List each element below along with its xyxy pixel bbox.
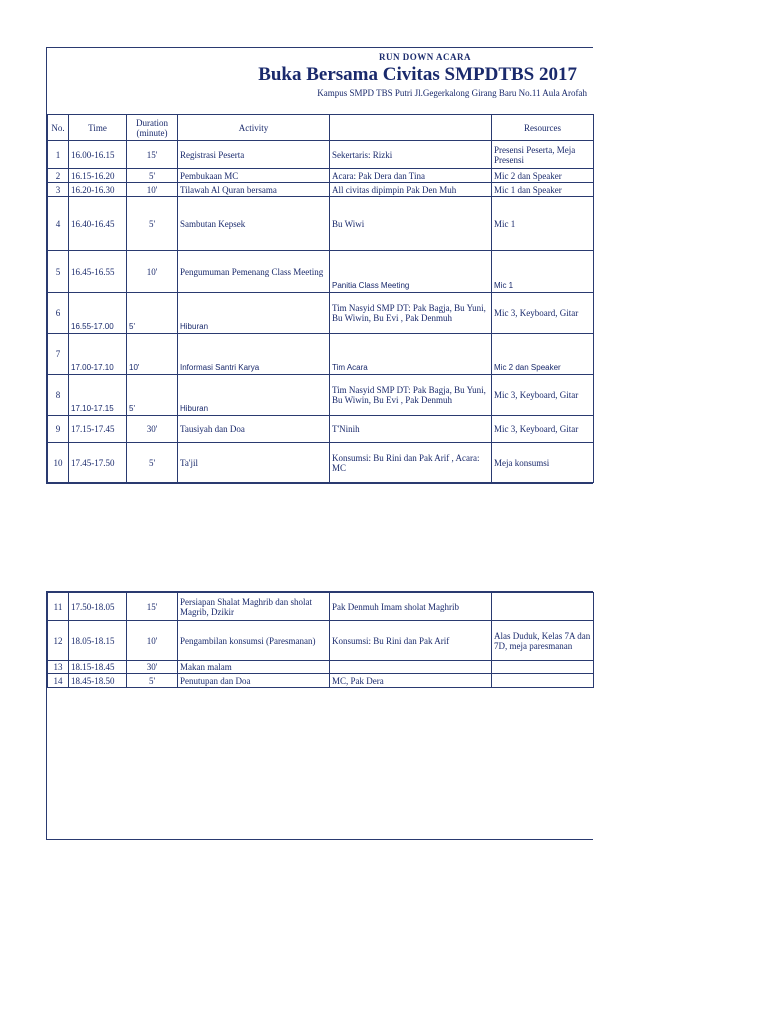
table-row: [48, 293, 594, 334]
cell-no: 1: [48, 141, 69, 169]
col-header-resources: Resources: [492, 115, 594, 141]
table-row: [48, 416, 594, 443]
cell-time: 18.45-18.50: [69, 674, 127, 688]
cell-resources: Mic 1: [492, 251, 594, 293]
cell-no: 14: [48, 674, 69, 688]
cell-resources: Meja konsumsi: [492, 443, 594, 483]
table-row: [48, 251, 594, 293]
table-row: [48, 674, 594, 688]
cell-time: 17.50-18.05: [69, 593, 127, 621]
table-row: [48, 443, 594, 483]
cell-no: 10: [48, 443, 69, 483]
cell-resources: [492, 593, 594, 621]
cell-resources: Mic 2 dan Speaker: [492, 169, 594, 183]
cell-no: 2: [48, 169, 69, 183]
cell-time: 16.40-16.45: [69, 197, 127, 251]
col-header-activity: Activity: [178, 115, 330, 141]
cell-resources: Mic 2 dan Speaker: [492, 334, 594, 375]
cell-pic: Tim Nasyid SMP DT: Pak Bagja, Bu Yuni, Bu Wiwin, Bu Evi , Pak Denmuh: [330, 375, 492, 416]
cell-no: 9: [48, 416, 69, 443]
cell-duration: 10': [127, 251, 178, 293]
col-header-pic: [330, 115, 492, 141]
cell-resources: Mic 3, Keyboard, Gitar: [492, 293, 594, 334]
rundown-table: [47, 114, 594, 483]
cell-activity: Hiburan: [178, 293, 330, 334]
cell-resources: Mic 3, Keyboard, Gitar: [492, 375, 594, 416]
rundown-sheet-page-1: [46, 47, 593, 484]
cell-activity: Tilawah Al Quran bersama: [178, 183, 330, 197]
cell-pic: All civitas dipimpin Pak Den Muh: [330, 183, 492, 197]
cell-time: 16.45-16.55: [69, 251, 127, 293]
cell-time: 17.15-17.45: [69, 416, 127, 443]
table-row: [48, 621, 594, 661]
document-location: Kampus SMPD TBS Putri Jl.Gegerkalong Girang Baru No.11 Aula Arofah: [317, 88, 587, 98]
cell-no: 8: [48, 375, 69, 416]
document-title: Buka Bersama Civitas SMPDTBS 2017: [258, 64, 577, 85]
cell-time: 16.55-17.00: [69, 293, 127, 334]
cell-time: 18.05-18.15: [69, 621, 127, 661]
cell-duration: 10': [127, 621, 178, 661]
table-header-row: [48, 115, 594, 141]
table-row: [48, 593, 594, 621]
cell-activity: Pengumuman Pemenang Class Meeting: [178, 251, 330, 293]
cell-activity: Sambutan Kepsek: [178, 197, 330, 251]
table-row: [48, 183, 594, 197]
cell-duration: 30': [127, 661, 178, 674]
cell-duration: 5': [127, 375, 178, 416]
cell-no: 5: [48, 251, 69, 293]
cell-pic: MC, Pak Dera: [330, 674, 492, 688]
table-row: [48, 661, 594, 674]
cell-pic: Pak Denmuh Imam sholat Maghrib: [330, 593, 492, 621]
cell-duration: 5': [127, 169, 178, 183]
cell-time: 17.45-17.50: [69, 443, 127, 483]
cell-duration: 30': [127, 416, 178, 443]
cell-time: 16.00-16.15: [69, 141, 127, 169]
cell-activity: Pengambilan konsumsi (Paresmanan): [178, 621, 330, 661]
rundown-table-continued: [47, 592, 594, 688]
cell-resources: Presensi Peserta, Meja Presensi: [492, 141, 594, 169]
cell-resources: Mic 1 dan Speaker: [492, 183, 594, 197]
cell-resources: [492, 661, 594, 674]
cell-no: 4: [48, 197, 69, 251]
cell-time: 17.00-17.10: [69, 334, 127, 375]
cell-duration: 5': [127, 197, 178, 251]
cell-duration: 15': [127, 141, 178, 169]
table-row: [48, 197, 594, 251]
cell-activity: Informasi Santri Karya: [178, 334, 330, 375]
cell-pic: [330, 661, 492, 674]
table-row: [48, 141, 594, 169]
cell-resources: [492, 674, 594, 688]
cell-pic: Sekertaris: Rizki: [330, 141, 492, 169]
cell-duration: 5': [127, 443, 178, 483]
cell-resources: Alas Duduk, Kelas 7A dan 7D, meja paresmanan: [492, 621, 594, 661]
cell-no: 7: [48, 334, 69, 375]
cell-activity: Pembukaan MC: [178, 169, 330, 183]
rundown-sheet-page-2: [46, 591, 593, 840]
cell-activity: Makan malam: [178, 661, 330, 674]
cell-no: 11: [48, 593, 69, 621]
cell-duration: 10': [127, 183, 178, 197]
table-row: [48, 169, 594, 183]
document-subtitle: RUN DOWN ACARA: [379, 52, 471, 62]
table-row: [48, 334, 594, 375]
cell-time: 18.15-18.45: [69, 661, 127, 674]
col-header-time: Time: [69, 115, 127, 141]
cell-duration: 5': [127, 293, 178, 334]
cell-activity: Ta'jil: [178, 443, 330, 483]
cell-resources: Mic 1: [492, 197, 594, 251]
cell-activity: Penutupan dan Doa: [178, 674, 330, 688]
cell-pic: T'Ninih: [330, 416, 492, 443]
col-header-duration: Duration (minute): [127, 115, 178, 141]
cell-pic: Konsumsi: Bu Rini dan Pak Arif: [330, 621, 492, 661]
cell-activity: Persiapan Shalat Maghrib dan sholat Magrib, Dzikir: [178, 593, 330, 621]
cell-duration: 10': [127, 334, 178, 375]
cell-pic: Panitia Class Meeting: [330, 251, 492, 293]
cell-activity: Registrasi Peserta: [178, 141, 330, 169]
cell-no: 12: [48, 621, 69, 661]
table-row: [48, 375, 594, 416]
cell-pic: Bu Wiwi: [330, 197, 492, 251]
cell-time: 17.10-17.15: [69, 375, 127, 416]
cell-duration: 15': [127, 593, 178, 621]
document-header: [47, 48, 593, 114]
cell-no: 13: [48, 661, 69, 674]
cell-resources: Mic 3, Keyboard, Gitar: [492, 416, 594, 443]
cell-time: 16.15-16.20: [69, 169, 127, 183]
cell-pic: Tim Nasyid SMP DT: Pak Bagja, Bu Yuni, Bu Wiwin, Bu Evi , Pak Denmuh: [330, 293, 492, 334]
cell-pic: Tim Acara: [330, 334, 492, 375]
cell-no: 3: [48, 183, 69, 197]
cell-activity: Tausiyah dan Doa: [178, 416, 330, 443]
col-header-no: No.: [48, 115, 69, 141]
cell-activity: Hiburan: [178, 375, 330, 416]
cell-pic: Acara: Pak Dera dan Tina: [330, 169, 492, 183]
cell-time: 16.20-16.30: [69, 183, 127, 197]
cell-pic: Konsumsi: Bu Rini dan Pak Arif , Acara: MC: [330, 443, 492, 483]
cell-duration: 5': [127, 674, 178, 688]
cell-no: 6: [48, 293, 69, 334]
